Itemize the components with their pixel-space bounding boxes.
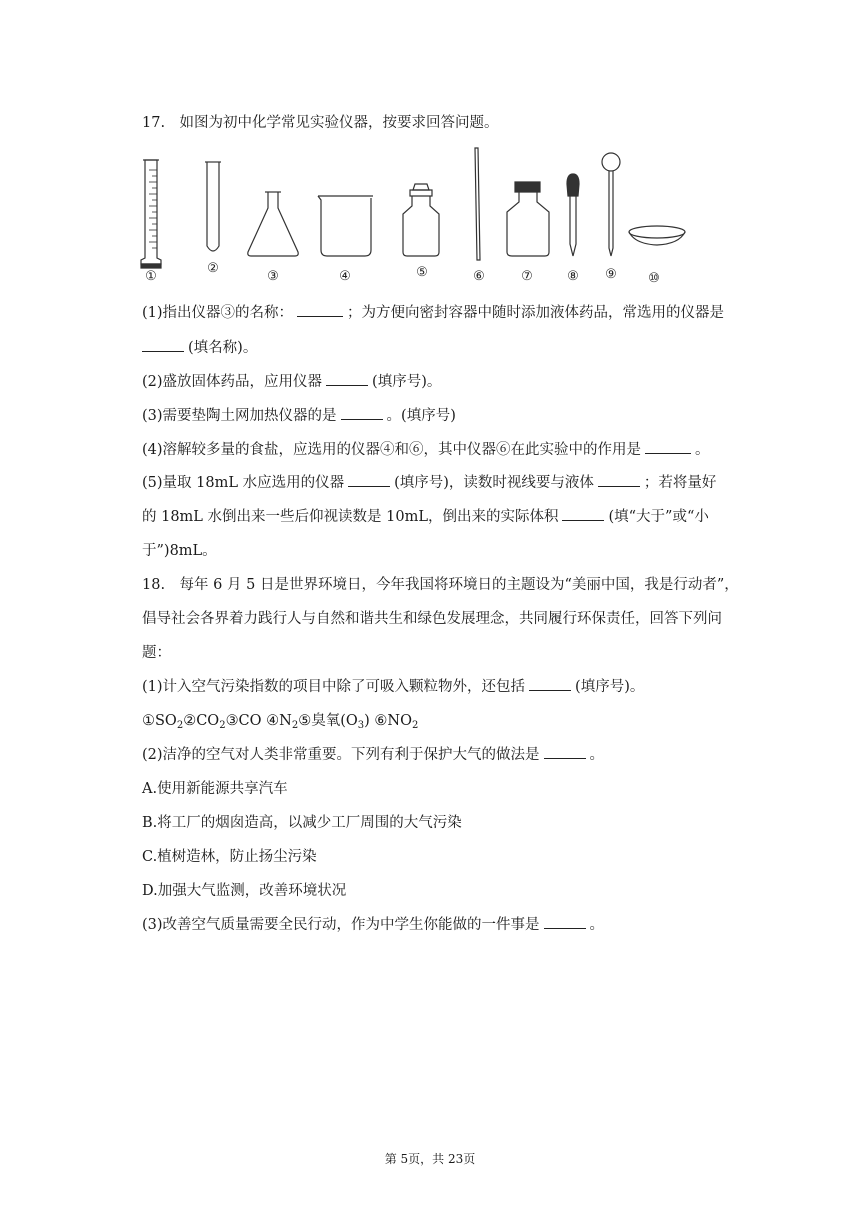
q18-stem-line3: 题： [142,645,171,661]
q18-options: $①SO_2②CO_2③CO$ $④N_2⑤$臭氧$(O_3)$ $⑥NO_2$ [142,713,419,731]
conical-flask-icon [248,192,298,256]
page-footer: 第 5页，共 23页 [384,1152,476,1166]
label-1: ① [145,269,157,284]
glass-rod-icon [475,148,480,260]
lab-instruments-figure [135,140,695,288]
label-6: ⑥ [473,269,485,284]
q17-stem: 17. 如图为初中化学常见实验仪器，按要求回答问题。 [142,115,499,131]
measuring-cylinder-icon [141,160,161,268]
label-5: ⑤ [416,265,428,280]
q17-part5-line3: 于”)8mL。 [142,543,217,559]
beaker-icon [318,196,373,256]
evaporating-dish-icon [629,226,685,245]
answer-blank[interactable] [341,406,383,420]
answer-blank[interactable] [326,372,368,386]
q17-part4: (4)溶解较多量的食盐，应选用的仪器④和⑥，其中仪器⑥在此实验中的作用是 。 [142,442,710,458]
label-3: ③ [267,269,279,284]
label-10: ⑩ [648,271,660,286]
answer-blank[interactable] [544,745,586,759]
label-8: ⑧ [567,269,579,284]
label-9: ⑨ [605,267,617,282]
q18-part3: (3)改善空气质量需要全民行动，作为中学生你能做的一件事是 。 [142,917,605,933]
answer-blank[interactable] [529,677,571,691]
answer-blank[interactable] [544,915,586,929]
q18-stem-line1: 18. 每年 6 月 5 日是世界环境日，今年我国将环境日的主题设为“美丽中国，我是行动者”， [142,577,739,593]
label-2: ② [207,261,219,276]
stoppered-bottle-icon [403,184,439,256]
answer-blank[interactable] [645,440,691,454]
answer-blank[interactable] [598,473,640,487]
dropper-icon [567,174,579,256]
q17-part1-line2: (填名称)。 [142,338,257,358]
answer-blank[interactable] [348,473,390,487]
q18-part1: (1)计入空气污染指数的项目中除了可吸入颗粒物外，还包括 (填序号)。 [142,679,645,695]
answer-blank[interactable] [562,507,604,521]
label-7: ⑦ [521,269,533,284]
choice-d: D.加强大气监测，改善环境状况 [142,883,347,899]
choice-c: C.植树造林，防止扬尘污染 [142,849,317,865]
q17-part5-line1: (5)量取 18mL 水应选用的仪器 (填序号)，读数时视线要与液体 ；若将量好 [142,475,717,491]
q18-part2: (2)洁净的空气对人类非常重要。下列有利于保护大气的做法是 。 [142,747,605,763]
test-tube-icon [205,162,221,251]
q17-part3: (3)需要垫陶土网加热仪器的是 。(填序号) [142,408,456,424]
reagent-bottle-icon [507,182,549,256]
q17-part1-line1: (1)指出仪器③的名称： ；为方便向密封容器中随时添加液体药品，常选用的仪器是 [142,305,725,321]
answer-blank[interactable] [297,303,343,317]
q17-part2: (2)盛放固体药品，应用仪器 (填序号)。 [142,374,442,390]
answer-blank[interactable] [142,338,184,352]
choice-a: A.使用新能源共享汽车 [142,781,288,797]
choice-b: B.将工厂的烟囱造高，以减少工厂周围的大气污染 [142,815,462,831]
long-neck-funnel-icon [602,153,620,256]
q18-stem-line2: 倡导社会各界着力践行人与自然和谐共生和绿色发展理念，共同履行环保责任，回答下列问 [142,611,722,627]
q17-part5-line2: 的 18mL 水倒出来一些后仰视读数是 10mL，倒出来的实际体积 (填“大于”或“小 [142,509,709,525]
label-4: ④ [339,269,351,284]
